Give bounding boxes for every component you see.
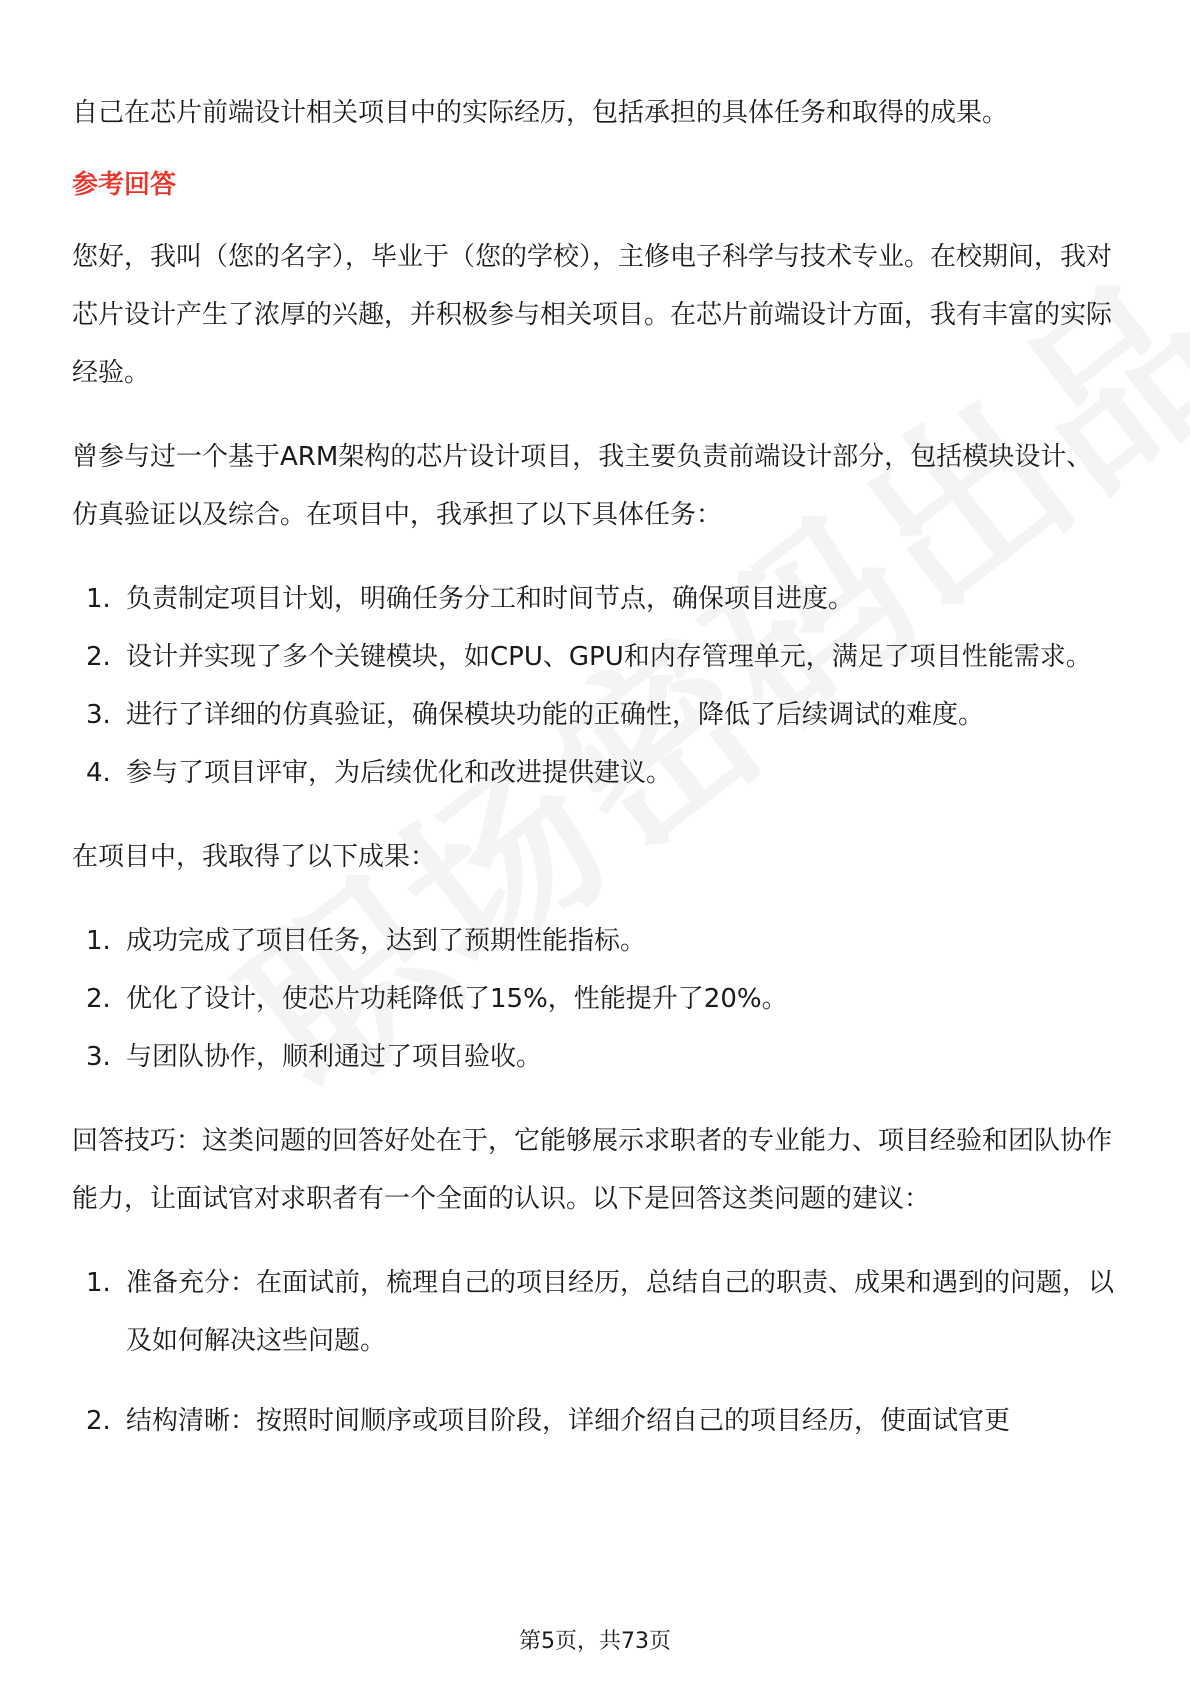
page-number: 第5页，共73页 xyxy=(519,1629,671,1654)
project-paragraph: 曾参与过一个基于ARM架构的芯片设计项目，我主要负责前端设计部分，包括模块设计、仿真验证以及综合。在项目中，我承担了以下具体任务： xyxy=(72,442,1093,530)
list-item xyxy=(72,970,1117,1028)
list-number: 3. xyxy=(86,700,111,730)
list-item-text: 优化了设计，使芯片功耗降低了15%，性能提升了20%。 xyxy=(126,984,788,1014)
list-number: 4. xyxy=(86,758,111,788)
intro-paragraph: 自己在芯片前端设计相关项目中的实际经历，包括承担的具体任务和取得的成果。 xyxy=(72,98,1009,128)
list-item xyxy=(72,628,1117,686)
list-number: 1. xyxy=(86,1268,111,1298)
document-body xyxy=(72,84,1117,1476)
list-item-text: 成功完成了项目任务，达到了预期性能指标。 xyxy=(126,926,647,956)
list-number: 2. xyxy=(86,642,111,672)
intro-answer-paragraph: 您好，我叫（您的名字），毕业于（您的学校），主修电子科学与技术专业。在校期间，我对芯片设计产生了浓厚的兴趣，并积极参与相关项目。在芯片前端设计方面，我有丰富的实际经验。 xyxy=(72,242,1113,388)
list-item-text: 准备充分：在面试前，梳理自己的项目经历，总结自己的职责、成果和遇到的问题，以及如何解决这些问题。 xyxy=(126,1268,1115,1356)
list-number: 3. xyxy=(86,1042,111,1072)
list-item xyxy=(72,744,1117,802)
list-number: 1. xyxy=(86,584,111,614)
list-item xyxy=(72,686,1117,744)
list-item-text: 负责制定项目计划，明确任务分工和时间节点，确保项目进度。 xyxy=(126,584,855,614)
results-paragraph: 在项目中，我取得了以下成果： xyxy=(72,842,437,872)
list-item-text: 与团队协作，顺利通过了项目验收。 xyxy=(126,1042,543,1072)
list-item-text: 设计并实现了多个关键模块，如CPU、GPU和内存管理单元，满足了项目性能需求。 xyxy=(126,642,1092,672)
list-item xyxy=(72,1028,1117,1086)
list-number: 2. xyxy=(86,1406,111,1436)
tips-list xyxy=(72,1254,1117,1450)
list-item xyxy=(72,912,1117,970)
list-item-text: 参与了项目评审，为后续优化和改进提供建议。 xyxy=(126,758,673,788)
list-number: 1. xyxy=(86,926,111,956)
list-item-text: 结构清晰：按照时间顺序或项目阶段，详细介绍自己的项目经历，使面试官更 xyxy=(126,1406,1011,1436)
list-item xyxy=(72,1392,1117,1450)
list-item xyxy=(72,570,1117,628)
results-list xyxy=(72,912,1117,1086)
tasks-list xyxy=(72,570,1117,802)
list-item-text: 进行了详细的仿真验证，确保模块功能的正确性，降低了后续调试的难度。 xyxy=(126,700,985,730)
section-heading: 参考回答 xyxy=(72,170,177,200)
tips-paragraph: 回答技巧：这类问题的回答好处在于，它能够展示求职者的专业能力、项目经验和团队协作能力，让面试官对求职者有一个全面的认识。以下是回答这类问题的建议： xyxy=(72,1126,1113,1214)
list-item xyxy=(72,1254,1117,1370)
list-number: 2. xyxy=(86,984,111,1014)
